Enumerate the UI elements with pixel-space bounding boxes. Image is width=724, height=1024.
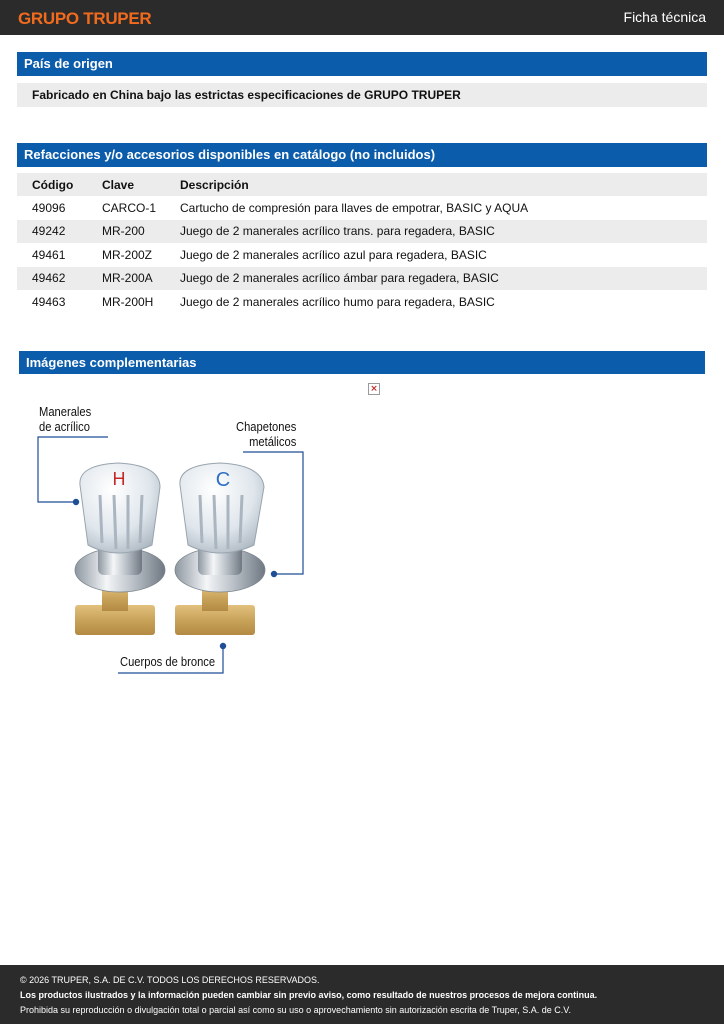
table-row <box>17 220 707 243</box>
row-code: 49461 <box>32 247 66 262</box>
footer-prohibition: Prohibida su reproducción o divulgación total o parcial así como su uso o aprovechamiento sin autorización escrita de Truper, S.A. de C.V. <box>20 1005 571 1015</box>
parts-section-header: Refacciones y/o accesorios disponibles en catálogo (no incluidos) <box>17 143 707 167</box>
row-key: CARCO-1 <box>102 201 157 216</box>
row-description: Juego de 2 manerales acrílico humo para regadera, BASIC <box>180 294 495 309</box>
images-section-header: Imágenes complementarias <box>19 351 705 374</box>
callout-plates: Chapetones metálicos <box>236 419 297 449</box>
row-code: 49463 <box>32 294 66 309</box>
row-key: MR-200Z <box>102 247 153 262</box>
table-row <box>17 267 707 290</box>
row-code: 49096 <box>32 201 66 216</box>
broken-image-icon: × <box>368 383 380 395</box>
table-row <box>17 196 707 219</box>
table-row <box>17 243 707 266</box>
row-description: Juego de 2 manerales acrílico azul para regadera, BASIC <box>180 247 487 262</box>
row-description: Cartucho de compresión para llaves de empotrar, BASIC y AQUA <box>180 201 529 216</box>
row-key: MR-200 <box>102 224 145 239</box>
column-header-code: Código <box>32 177 74 192</box>
table-header-row <box>17 173 707 196</box>
top-bar <box>0 0 724 35</box>
row-code: 49242 <box>32 224 66 239</box>
cold-letter: C <box>215 469 231 491</box>
footer-notice: Los productos ilustrados y la información pueden cambiar sin previo aviso, como resultado de nuestros procesos de mejora continua. <box>20 990 598 1000</box>
footer-copyright: © 2026 TRUPER, S.A. DE C.V. TODOS LOS DERECHOS RESERVADOS. <box>20 975 320 985</box>
callout-bodies: Cuerpos de bronce <box>120 654 216 669</box>
hot-letter: H <box>112 469 126 489</box>
column-header-description: Descripción <box>180 177 249 192</box>
callout-handles: Manerales de acrílico <box>39 404 92 434</box>
row-description: Juego de 2 manerales acrílico trans. para regadera, BASIC <box>180 224 495 239</box>
brand-logo: GRUPO TRUPER <box>18 9 152 28</box>
row-description: Juego de 2 manerales acrílico ámbar para regadera, BASIC <box>180 271 499 286</box>
row-key: MR-200A <box>102 271 153 286</box>
parts-table <box>17 173 707 313</box>
column-header-key: Clave <box>102 177 135 192</box>
row-key: MR-200H <box>102 294 154 309</box>
origin-text: Fabricado en China bajo las estrictas especificaciones de GRUPO TRUPER <box>17 83 707 107</box>
table-row <box>17 290 707 313</box>
callout-lines <box>38 437 303 673</box>
footer <box>0 965 724 1024</box>
document-type: Ficha técnica <box>623 9 706 25</box>
origin-section-header: País de origen <box>17 52 707 76</box>
row-code: 49462 <box>32 271 66 286</box>
